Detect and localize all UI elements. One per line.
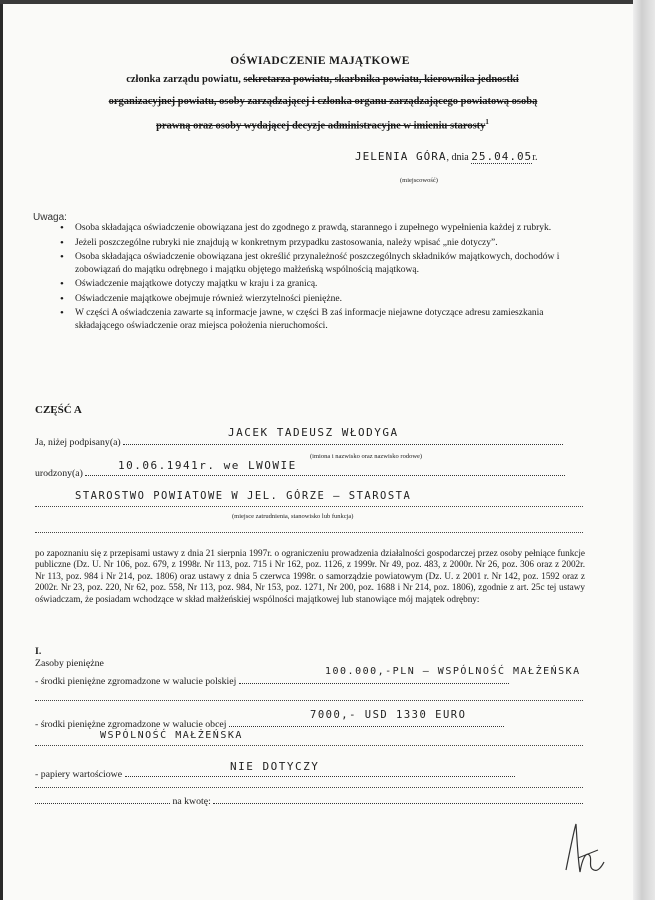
subtitle-struck-1: sekretarza powiatu, skarbnika powiatu, kierownika jednostki	[243, 74, 519, 85]
place-date-line	[355, 150, 537, 163]
employment-value: STAROSTWO POWIATOWE W JEL. GÓRZE – STAROSTA	[75, 490, 412, 502]
foreign-label: - środki pieniężne zgromadzone w walucie obcej	[35, 719, 227, 730]
notes-list	[60, 222, 590, 334]
amount-dotline-before	[35, 794, 170, 804]
signature-mark	[558, 820, 608, 880]
notes-heading: Uwaga:	[33, 212, 67, 223]
note-item: • W części A oświadczenia zawarte są informacje jawne, w części B zaś informacje niejawne dotyczące adresu zamieszkania składającego oświadczenie oraz miejsca położenia nieruchomości.	[60, 307, 590, 332]
scan-edge-top	[0, 0, 655, 4]
foreign-dotline-2	[35, 745, 583, 746]
subtitle-line-3	[45, 118, 600, 132]
blank-dotline	[35, 532, 583, 533]
subtitle-line-2	[33, 96, 613, 107]
section-number: I.	[35, 646, 42, 657]
subtitle-kept: członka zarządu powiatu,	[126, 74, 241, 85]
employment-caption: (miejsce zatrudnienia, stanowisko lub funkcja)	[232, 513, 354, 520]
place-label: (miejscowość)	[400, 177, 438, 184]
document-title: OŚWIADCZENIE MAJĄTKOWE	[230, 55, 410, 67]
amount-row	[35, 794, 583, 807]
securities-value: NIE DOTYCZY	[230, 760, 320, 773]
subtitle-struck-3: prawną oraz osoby wydającej decyzje administracyjne w imieniu starosty	[156, 120, 486, 132]
section-title: Zasoby pieniężne	[35, 658, 104, 669]
pln-extra-dotline	[35, 700, 583, 701]
subtitle-line-1	[45, 74, 600, 85]
securities-dotline	[125, 767, 515, 777]
signed-value: JACEK TADEUSZ WŁODYGA	[228, 426, 399, 439]
scan-edge-left	[0, 0, 3, 900]
foreign-value-1: 7000,- USD 1330 EURO	[310, 709, 467, 721]
employment-dotline	[35, 506, 583, 507]
note-item: • Osoba składająca oświadczenie obowiązana jest do zgodnego z prawdą, starannego i zupełnego wypełnienia każdej z rubryk.	[60, 222, 590, 235]
date-suffix: r.	[532, 152, 538, 163]
place-value: JELENIA GÓRA	[355, 150, 447, 163]
pln-value: 100.000,-PLN – WSPÓLNOŚĆ MAŁŻEŃSKA	[325, 666, 581, 677]
amount-label: na kwotę:	[172, 796, 211, 807]
note-item: • Jeżeli poszczególne rubryki nie znajdują w konkretnym przypadku zastosowania, należy wpisać „nie dotyczy”.	[60, 237, 590, 250]
born-label: urodzony(a)	[35, 468, 83, 479]
note-item: • Oświadczenie majątkowe dotyczy majątku w kraju i za granicą.	[60, 278, 590, 291]
amount-dotline-after	[213, 794, 583, 804]
note-item: • Oświadczenie majątkowe obejmuje również wierzytelności pieniężne.	[60, 293, 590, 306]
foreign-value-2: WSPÓLNOŚĆ MAŁŻEŃSKA	[100, 730, 243, 741]
subtitle-struck-2: organizacyjnej powiatu, osoby zarządzającej i członka organu zarządzającego powiatową osobą	[108, 96, 538, 107]
date-value: 25.04.05	[471, 150, 533, 163]
securities-label: - papiery wartościowe	[35, 769, 123, 780]
part-a-heading: CZĘŚĆ A	[35, 404, 82, 416]
born-row	[35, 466, 565, 479]
signed-caption: (imiona i nazwisko oraz nazwisko rodowe)	[310, 453, 423, 460]
scan-edge-right	[633, 0, 655, 900]
legal-paragraph: po zapoznaniu się z przepisami ustawy z dnia 21 sierpnia 1997r. o ograniczeniu prowadzenia działalności gospodarczej przez osoby pełniące funkcje publiczne (Dz. U. Nr 106, poz. 679, z 1998r. Nr 113, poz. 715 i Nr 162, poz. 1126, z 1999r. Nr 49, poz. 483, z 2000r. Nr 26, poz. 306 oraz z 2002r. Nr 113, poz. 984 i Nr 214, poz. 1806) oraz ustawy z dnia 5 czerwca 1998r. o samorządzie powiatowym (Dz. U. z 2001 r. Nr 142, poz. 1592 oraz z 2002r. Nr 23, poz. 220, Nr 62, poz. 558, Nr 113, poz. 984, Nr 153, poz. 1271, Nr 200, poz. 1688 i Nr 214, poz. 1806), zgodnie z art. 25c tej ustawy oświadczam, że posiadam wchodzące w skład małżeńskiej wspólności majątkowej lub stanowiące mój majątek odrębny:	[35, 548, 585, 604]
pln-label: - środki pieniężne zgromadzone w walucie polskiej	[35, 676, 237, 687]
place-suffix: , dnia	[446, 152, 469, 163]
note-item: • Osoba składająca oświadczenie obowiązana jest określić przynależność poszczególnych składników majątkowych, dochodów i zobowiązań do majątku odrębnego i majątku objętego małżeńską wspólnością majątkową.	[60, 251, 590, 276]
securities-dotline-2	[35, 787, 583, 788]
born-value: 10.06.1941r. we LWOWIE	[118, 459, 297, 472]
signed-label: Ja, niżej podpisany(a)	[35, 437, 121, 448]
subtitle-footnote: 1	[485, 118, 489, 126]
